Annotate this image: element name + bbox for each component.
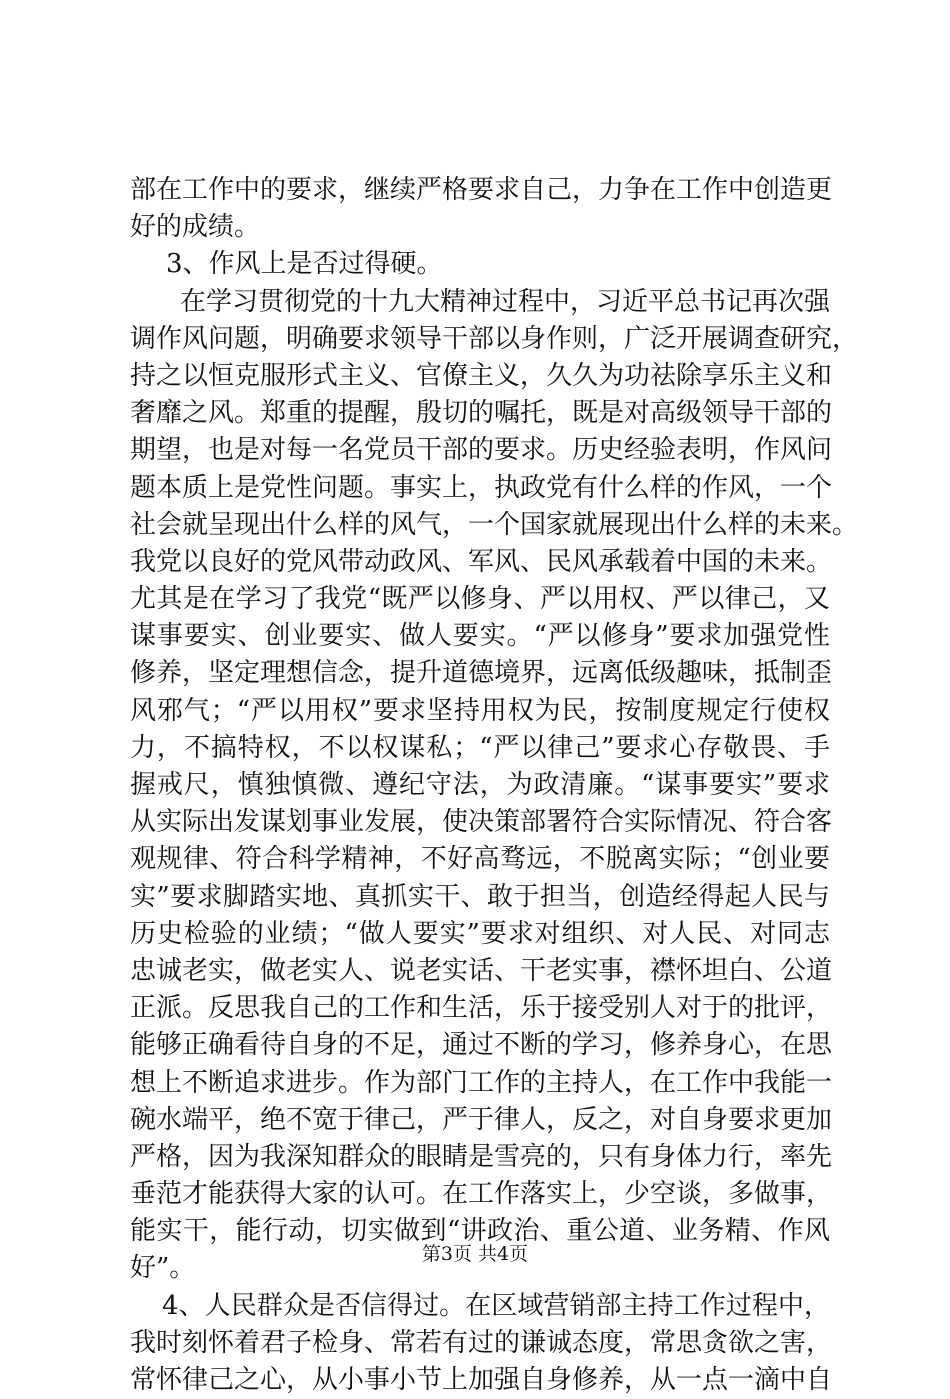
text-line: 正派。反思我自己的工作和生活，乐于接受别人对于的批评， bbox=[130, 993, 833, 1024]
text-line: 我党以良好的党风带动政风、军风、民风承载着中国的未来。 bbox=[130, 546, 833, 577]
text-line: 期望，也是对每一名党员干部的要求。历史经验表明，作风问 bbox=[130, 435, 833, 466]
text-line: 常怀律己之心，从小事小节上加强自身修养，从一点一滴中自 bbox=[130, 1365, 833, 1395]
text-line: 历史检验的业绩；“做人要实”要求对组织、对人民、对同志 bbox=[130, 918, 830, 949]
text-line: 力，不搞特权，不以权谋私；“严以律己”要求心存敬畏、手 bbox=[130, 732, 830, 763]
text-line: 部在工作中的要求，继续严格要求自己，力争在工作中创造更 bbox=[130, 175, 833, 205]
text-line: 奢靡之风。郑重的提醒，殷切的嘱托，既是对高级领导干部的 bbox=[130, 398, 833, 429]
text-line: 我时刻怀着君子检身、常若有过的谦诚态度，常思贪欲之害， bbox=[130, 1327, 833, 1358]
text-line: 从实际出发谋划事业发展，使决策部署符合实际情况、符合客 bbox=[130, 807, 833, 838]
text-line: 碗水端平，绝不宽于律己，严于律人，反之，对自身要求更加 bbox=[130, 1104, 833, 1135]
text-line: 修养，坚定理想信念，提升道德境界，远离低级趣味，抵制歪 bbox=[130, 658, 833, 689]
text-line: 忠诚老实，做老实人、说老实话、干老实事，襟怀坦白、公道 bbox=[130, 955, 833, 986]
text-line: 谋事要实、创业要实、做人要实。“严以修身”要求加强党性 bbox=[130, 621, 830, 652]
text-line: 想上不断追求进步。作为部门工作的主持人，在工作中我能一 bbox=[130, 1067, 833, 1098]
text-line: 社会就呈现出什么样的风气，一个国家就展现出什么样的未来。 bbox=[130, 509, 859, 540]
text-line: 能实干，能行动，切实做到“讲政治、重公道、业务精、作风 bbox=[130, 1216, 830, 1247]
text-line: 在学习贯彻党的十九大精神过程中，习近平总书记再次强 bbox=[180, 286, 831, 317]
section-heading: 4、人民群众是否信得过。在区域营销部主持工作过程中， bbox=[162, 1290, 830, 1321]
text-line: 好”。 bbox=[130, 1253, 196, 1284]
text-line: 能够正确看待自身的不足，通过不断的学习，修养身心，在思 bbox=[130, 1030, 833, 1061]
body-text bbox=[130, 172, 859, 1399]
text-line: 题本质上是党性问题。事实上，执政党有什么样的作风，一个 bbox=[130, 472, 833, 503]
text-line: 尤其是在学习了我党“既严以修身、严以用权、严以律己，又 bbox=[130, 584, 830, 615]
text-line: 调作风问题，明确要求领导干部以身作则，广泛开展调查研究， bbox=[130, 323, 859, 354]
text-line: 观规律、符合科学精神，不好高骛远，不脱离实际；“创业要 bbox=[130, 844, 830, 875]
text-line: 握戒尺，慎独慎微、遵纪守法，为政清廉。“谋事要实”要求 bbox=[130, 770, 830, 800]
text-line: 垂范才能获得大家的认可。在工作落实上，少空谈，多做事， bbox=[130, 1179, 833, 1210]
page-number-footer: 第3页 共4页 bbox=[421, 1243, 529, 1265]
text-line: 持之以恒克服形式主义、官僚主义，久久为功祛除享乐主义和 bbox=[130, 360, 833, 391]
text-line: 好的成绩。 bbox=[130, 212, 261, 243]
text-line: 风邪气；“严以用权”要求坚持用权为民，按制度规定行使权 bbox=[130, 695, 830, 726]
text-line: 实”要求脚踏实地、真抓实干、敢于担当，创造经得起人民与 bbox=[130, 881, 830, 912]
text-line: 严格，因为我深知群众的眼睛是雪亮的，只有身体力行，率先 bbox=[130, 1141, 833, 1172]
section-heading: 3、作风上是否过得硬。 bbox=[166, 249, 443, 280]
